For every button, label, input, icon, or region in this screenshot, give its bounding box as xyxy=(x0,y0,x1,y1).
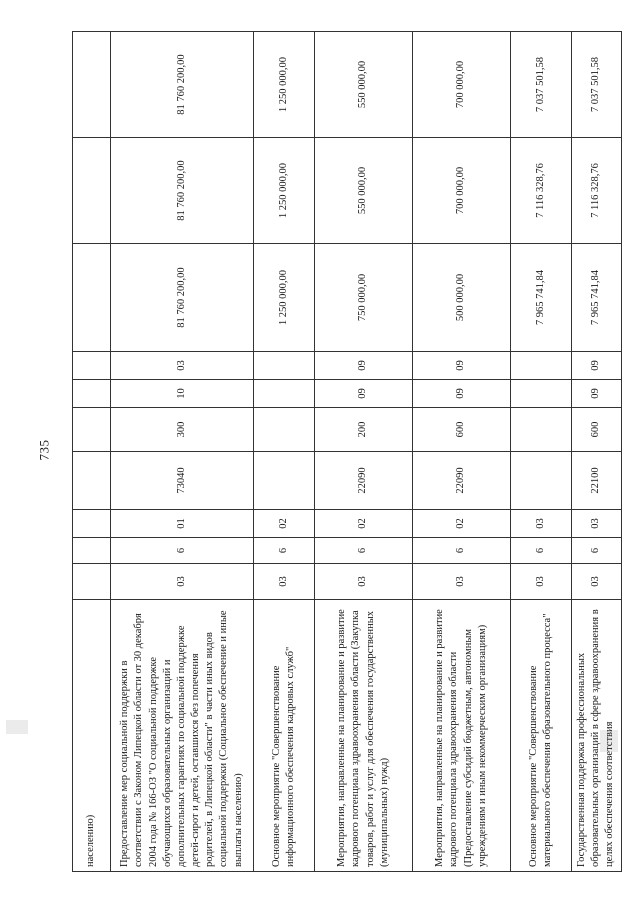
row-description: Предоставление мер социальной поддержки в соответствии с Законом Липецкой области от 30 декабря 2004 года № 166-ОЗ "О социальной поддержке обучающихся образовательных организаций и дополнительных гарантиях по социальной поддержке детей-сирот и детей, оставшихся без попечения родителей, в Липецкой области" в части иных видов социальной поддержки (Социальное обеспечение и иные выплаты населению) xyxy=(111,600,254,872)
amount-year2: 550 000,00 xyxy=(315,138,413,244)
amount-year1: 81 760 200,00 xyxy=(111,244,254,352)
amount-year1: 1 250 000,00 xyxy=(254,244,315,352)
row-description: населению) xyxy=(73,600,111,872)
program-code: 73040 xyxy=(111,452,254,510)
chapter-code: 03 xyxy=(511,564,572,600)
table-row xyxy=(511,32,572,872)
table-row xyxy=(111,32,254,872)
amount-year1: 7 965 741,84 xyxy=(511,244,572,352)
expense-type-code: 200 xyxy=(315,408,413,452)
section-code: 6 xyxy=(413,538,511,564)
expense-type-code xyxy=(73,408,111,452)
subsection-code: 02 xyxy=(413,510,511,538)
row-description: Основное мероприятие "Совершенствование материального обеспечения образовательного процесса" xyxy=(511,600,572,872)
row-description: Государственная поддержка профессиональных образовательных организаций в сфере здравоохранения в целях обеспечения соответствия xyxy=(572,600,622,872)
amount-year2: 1 250 000,00 xyxy=(254,138,315,244)
pr-code: 09 xyxy=(315,352,413,380)
table-row xyxy=(315,32,413,872)
table-body xyxy=(73,32,622,872)
subsection-code: 03 xyxy=(511,510,572,538)
page-number: 735 xyxy=(36,439,52,461)
amount-year1: 500 000,00 xyxy=(413,244,511,352)
rz-code xyxy=(73,380,111,408)
section-code xyxy=(73,538,111,564)
rz-code: 09 xyxy=(315,380,413,408)
table-row xyxy=(254,32,315,872)
expense-type-code: 600 xyxy=(413,408,511,452)
chapter-code xyxy=(73,564,111,600)
amount-year3: 7 037 501,58 xyxy=(511,32,572,138)
subsection-code: 02 xyxy=(315,510,413,538)
rotated-table-wrapper xyxy=(72,32,616,872)
chapter-code: 03 xyxy=(111,564,254,600)
amount-year1: 7 965 741,84 xyxy=(572,244,622,352)
program-code xyxy=(511,452,572,510)
row-description: Мероприятия, направленные на планирование и развитие кадрового потенциала здравоохранения области (Закупка товаров, работ и услуг для обеспечения государственных (муниципальных) нужд) xyxy=(315,600,413,872)
program-code: 22090 xyxy=(315,452,413,510)
amount-year1: 750 000,00 xyxy=(315,244,413,352)
pr-code xyxy=(254,352,315,380)
amount-year2: 7 116 328,76 xyxy=(511,138,572,244)
program-code: 22090 xyxy=(413,452,511,510)
chapter-code: 03 xyxy=(315,564,413,600)
scan-artifact xyxy=(6,720,28,734)
amount-year2: 81 760 200,00 xyxy=(111,138,254,244)
subsection-code xyxy=(73,510,111,538)
pr-code xyxy=(73,352,111,380)
amount-year3: 7 037 501,58 xyxy=(572,32,622,138)
table-row xyxy=(572,32,622,872)
table-row xyxy=(413,32,511,872)
amount-year3: 81 760 200,00 xyxy=(111,32,254,138)
chapter-code: 03 xyxy=(572,564,622,600)
amount-year1 xyxy=(73,244,111,352)
section-code: 6 xyxy=(111,538,254,564)
expense-type-code xyxy=(254,408,315,452)
section-code: 6 xyxy=(254,538,315,564)
rz-code xyxy=(511,380,572,408)
amount-year2: 700 000,00 xyxy=(413,138,511,244)
section-code: 6 xyxy=(315,538,413,564)
pr-code xyxy=(511,352,572,380)
expense-type-code: 600 xyxy=(572,408,622,452)
expense-type-code xyxy=(511,408,572,452)
section-code: 6 xyxy=(511,538,572,564)
amount-year3: 1 250 000,00 xyxy=(254,32,315,138)
amount-year3 xyxy=(73,32,111,138)
rz-code: 09 xyxy=(413,380,511,408)
row-description: Мероприятия, направленные на планирование и развитие кадрового потенциала здравоохранения области (Предоставление субсидий бюджетным, автономным учреждениям и иным некоммерческим организациям) xyxy=(413,600,511,872)
subsection-code: 02 xyxy=(254,510,315,538)
pr-code: 03 xyxy=(111,352,254,380)
subsection-code: 03 xyxy=(572,510,622,538)
table-row xyxy=(73,32,111,872)
chapter-code: 03 xyxy=(254,564,315,600)
subsection-code: 01 xyxy=(111,510,254,538)
amount-year3: 550 000,00 xyxy=(315,32,413,138)
chapter-code: 03 xyxy=(413,564,511,600)
pr-code: 09 xyxy=(572,352,622,380)
amount-year2 xyxy=(73,138,111,244)
row-description: Основное мероприятие "Совершенствование информационного обеспечения кадровых служб" xyxy=(254,600,315,872)
pr-code: 09 xyxy=(413,352,511,380)
rz-code: 10 xyxy=(111,380,254,408)
rz-code: 09 xyxy=(572,380,622,408)
program-code xyxy=(73,452,111,510)
program-code xyxy=(254,452,315,510)
rz-code xyxy=(254,380,315,408)
section-code: 6 xyxy=(572,538,622,564)
expense-type-code: 300 xyxy=(111,408,254,452)
amount-year2: 7 116 328,76 xyxy=(572,138,622,244)
program-code: 22100 xyxy=(572,452,622,510)
budget-table xyxy=(72,31,622,872)
amount-year3: 700 000,00 xyxy=(413,32,511,138)
